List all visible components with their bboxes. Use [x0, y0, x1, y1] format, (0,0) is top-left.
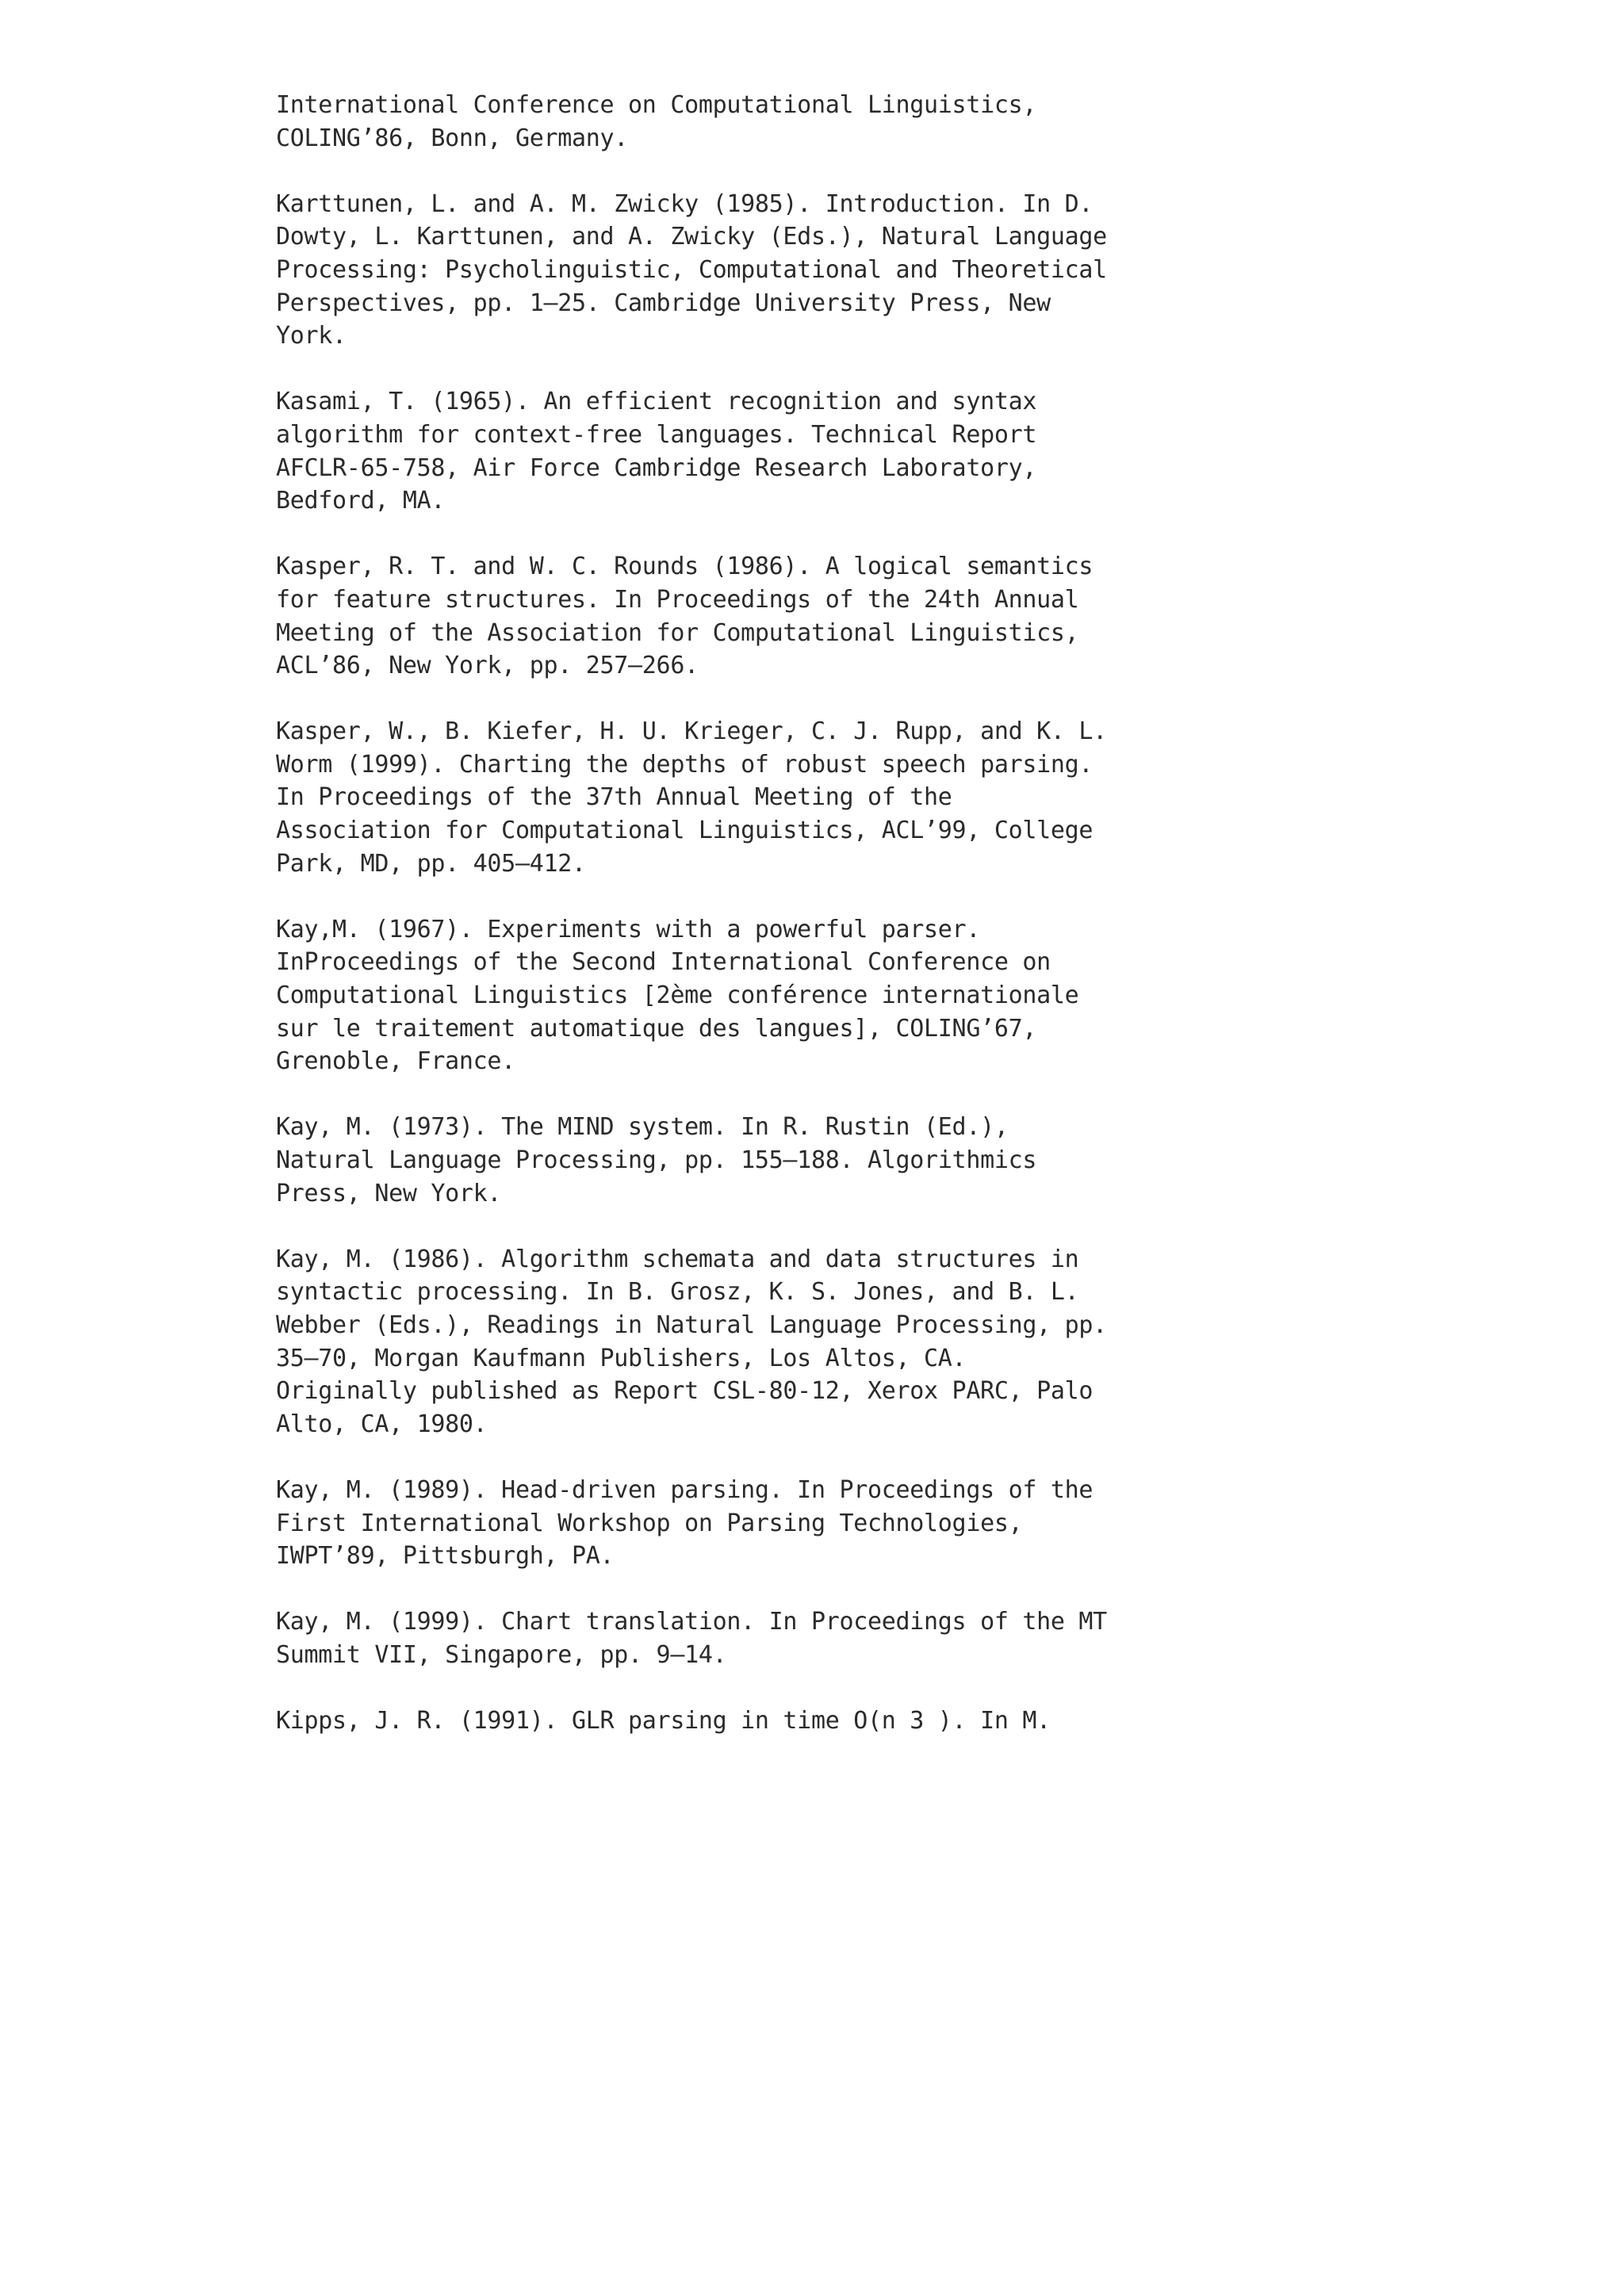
reference-entry	[276, 1474, 1402, 1573]
reference-line: Kay,M. (1967). Experiments with a powerful parser.	[276, 915, 981, 943]
reference-line: Meeting of the Association for Computational Linguistics,	[276, 618, 1079, 647]
reference-line: Grenoble, France.	[276, 1047, 515, 1076]
reference-line: Computational Linguistics [2ème conférence internationale	[276, 982, 1079, 1010]
reference-line: York.	[276, 322, 347, 350]
reference-entry	[276, 1605, 1402, 1671]
reference-line: for feature structures. In Proceedings of the 24th Annual	[276, 585, 1079, 614]
reference-line: Natural Language Processing, pp. 155–188. Algorithmics	[276, 1146, 1037, 1174]
reference-line: In Proceedings of the 37th Annual Meeting of the	[276, 783, 952, 812]
reference-line: Kasper, W., B. Kiefer, H. U. Krieger, C. J. Rupp, and K. L.	[276, 718, 1107, 746]
reference-line: Association for Computational Linguistics, ACL’99, College	[276, 817, 1094, 845]
reference-line: sur le traitement automatique des langues], COLING’67,	[276, 1014, 1037, 1043]
reference-line: Alto, CA, 1980.	[276, 1410, 488, 1438]
reference-line: Kay, M. (1973). The MIND system. In R. Rustin (Ed.),	[276, 1113, 1009, 1142]
reference-line: Worm (1999). Charting the depths of robust speech parsing.	[276, 750, 1094, 779]
reference-line: COLING’86, Bonn, Germany.	[276, 124, 629, 152]
reference-line: AFCLR-65-758, Air Force Cambridge Research Laboratory,	[276, 453, 1037, 482]
reference-entry	[276, 715, 1402, 880]
reference-line: Park, MD, pp. 405–412.	[276, 849, 586, 878]
reference-line: Processing: Psycholinguistic, Computational and Theoretical	[276, 255, 1107, 284]
reference-entry	[276, 1243, 1402, 1441]
reference-line: 35–70, Morgan Kaufmann Publishers, Los Altos, CA.	[276, 1344, 967, 1372]
reference-line: Kasper, R. T. and W. C. Rounds (1986). A logical semantics	[276, 553, 1094, 581]
reference-line: Dowty, L. Karttunen, and A. Zwicky (Eds.), Natural Language	[276, 223, 1107, 251]
reference-line: International Conference on Computational Linguistics,	[276, 91, 1037, 119]
reference-line: Summit VII, Singapore, pp. 9–14.	[276, 1640, 727, 1669]
reference-entry	[276, 550, 1402, 682]
reference-list	[276, 89, 1402, 1770]
reference-entry	[276, 385, 1402, 517]
reference-line: algorithm for context-free languages. Technical Report	[276, 420, 1037, 449]
reference-line: Webber (Eds.), Readings in Natural Language Processing, pp.	[276, 1311, 1107, 1339]
reference-line: Kay, M. (1989). Head-driven parsing. In Proceedings of the	[276, 1475, 1094, 1504]
reference-line: Karttunen, L. and A. M. Zwicky (1985). Introduction. In D.	[276, 189, 1094, 218]
reference-line: Perspectives, pp. 1–25. Cambridge University Press, New	[276, 289, 1051, 317]
reference-line: ACL’86, New York, pp. 257–266.	[276, 652, 699, 680]
reference-entry	[276, 89, 1402, 155]
reference-line: Kay, M. (1986). Algorithm schemata and data structures in	[276, 1245, 1079, 1273]
reference-line: syntactic processing. In B. Grosz, K. S. Jones, and B. L.	[276, 1278, 1079, 1307]
reference-entry	[276, 913, 1402, 1078]
reference-entry	[276, 188, 1402, 353]
reference-line: Kipps, J. R. (1991). GLR parsing in time O(n 3 ). In M.	[276, 1707, 1051, 1735]
reference-line: InProceedings of the Second International Conference on	[276, 948, 1051, 977]
reference-line: First International Workshop on Parsing Technologies,	[276, 1509, 1023, 1537]
reference-line: Originally published as Report CSL-80-12, Xerox PARC, Palo	[276, 1377, 1094, 1406]
reference-entry	[276, 1705, 1402, 1738]
reference-line: Kay, M. (1999). Chart translation. In Proceedings of the MT	[276, 1608, 1107, 1636]
reference-entry	[276, 1111, 1402, 1210]
reference-line: IWPT’89, Pittsburgh, PA.	[276, 1542, 615, 1571]
reference-line: Bedford, MA.	[276, 487, 446, 515]
reference-line: Press, New York.	[276, 1179, 502, 1207]
reference-line: Kasami, T. (1965). An efficient recognition and syntax	[276, 388, 1037, 416]
